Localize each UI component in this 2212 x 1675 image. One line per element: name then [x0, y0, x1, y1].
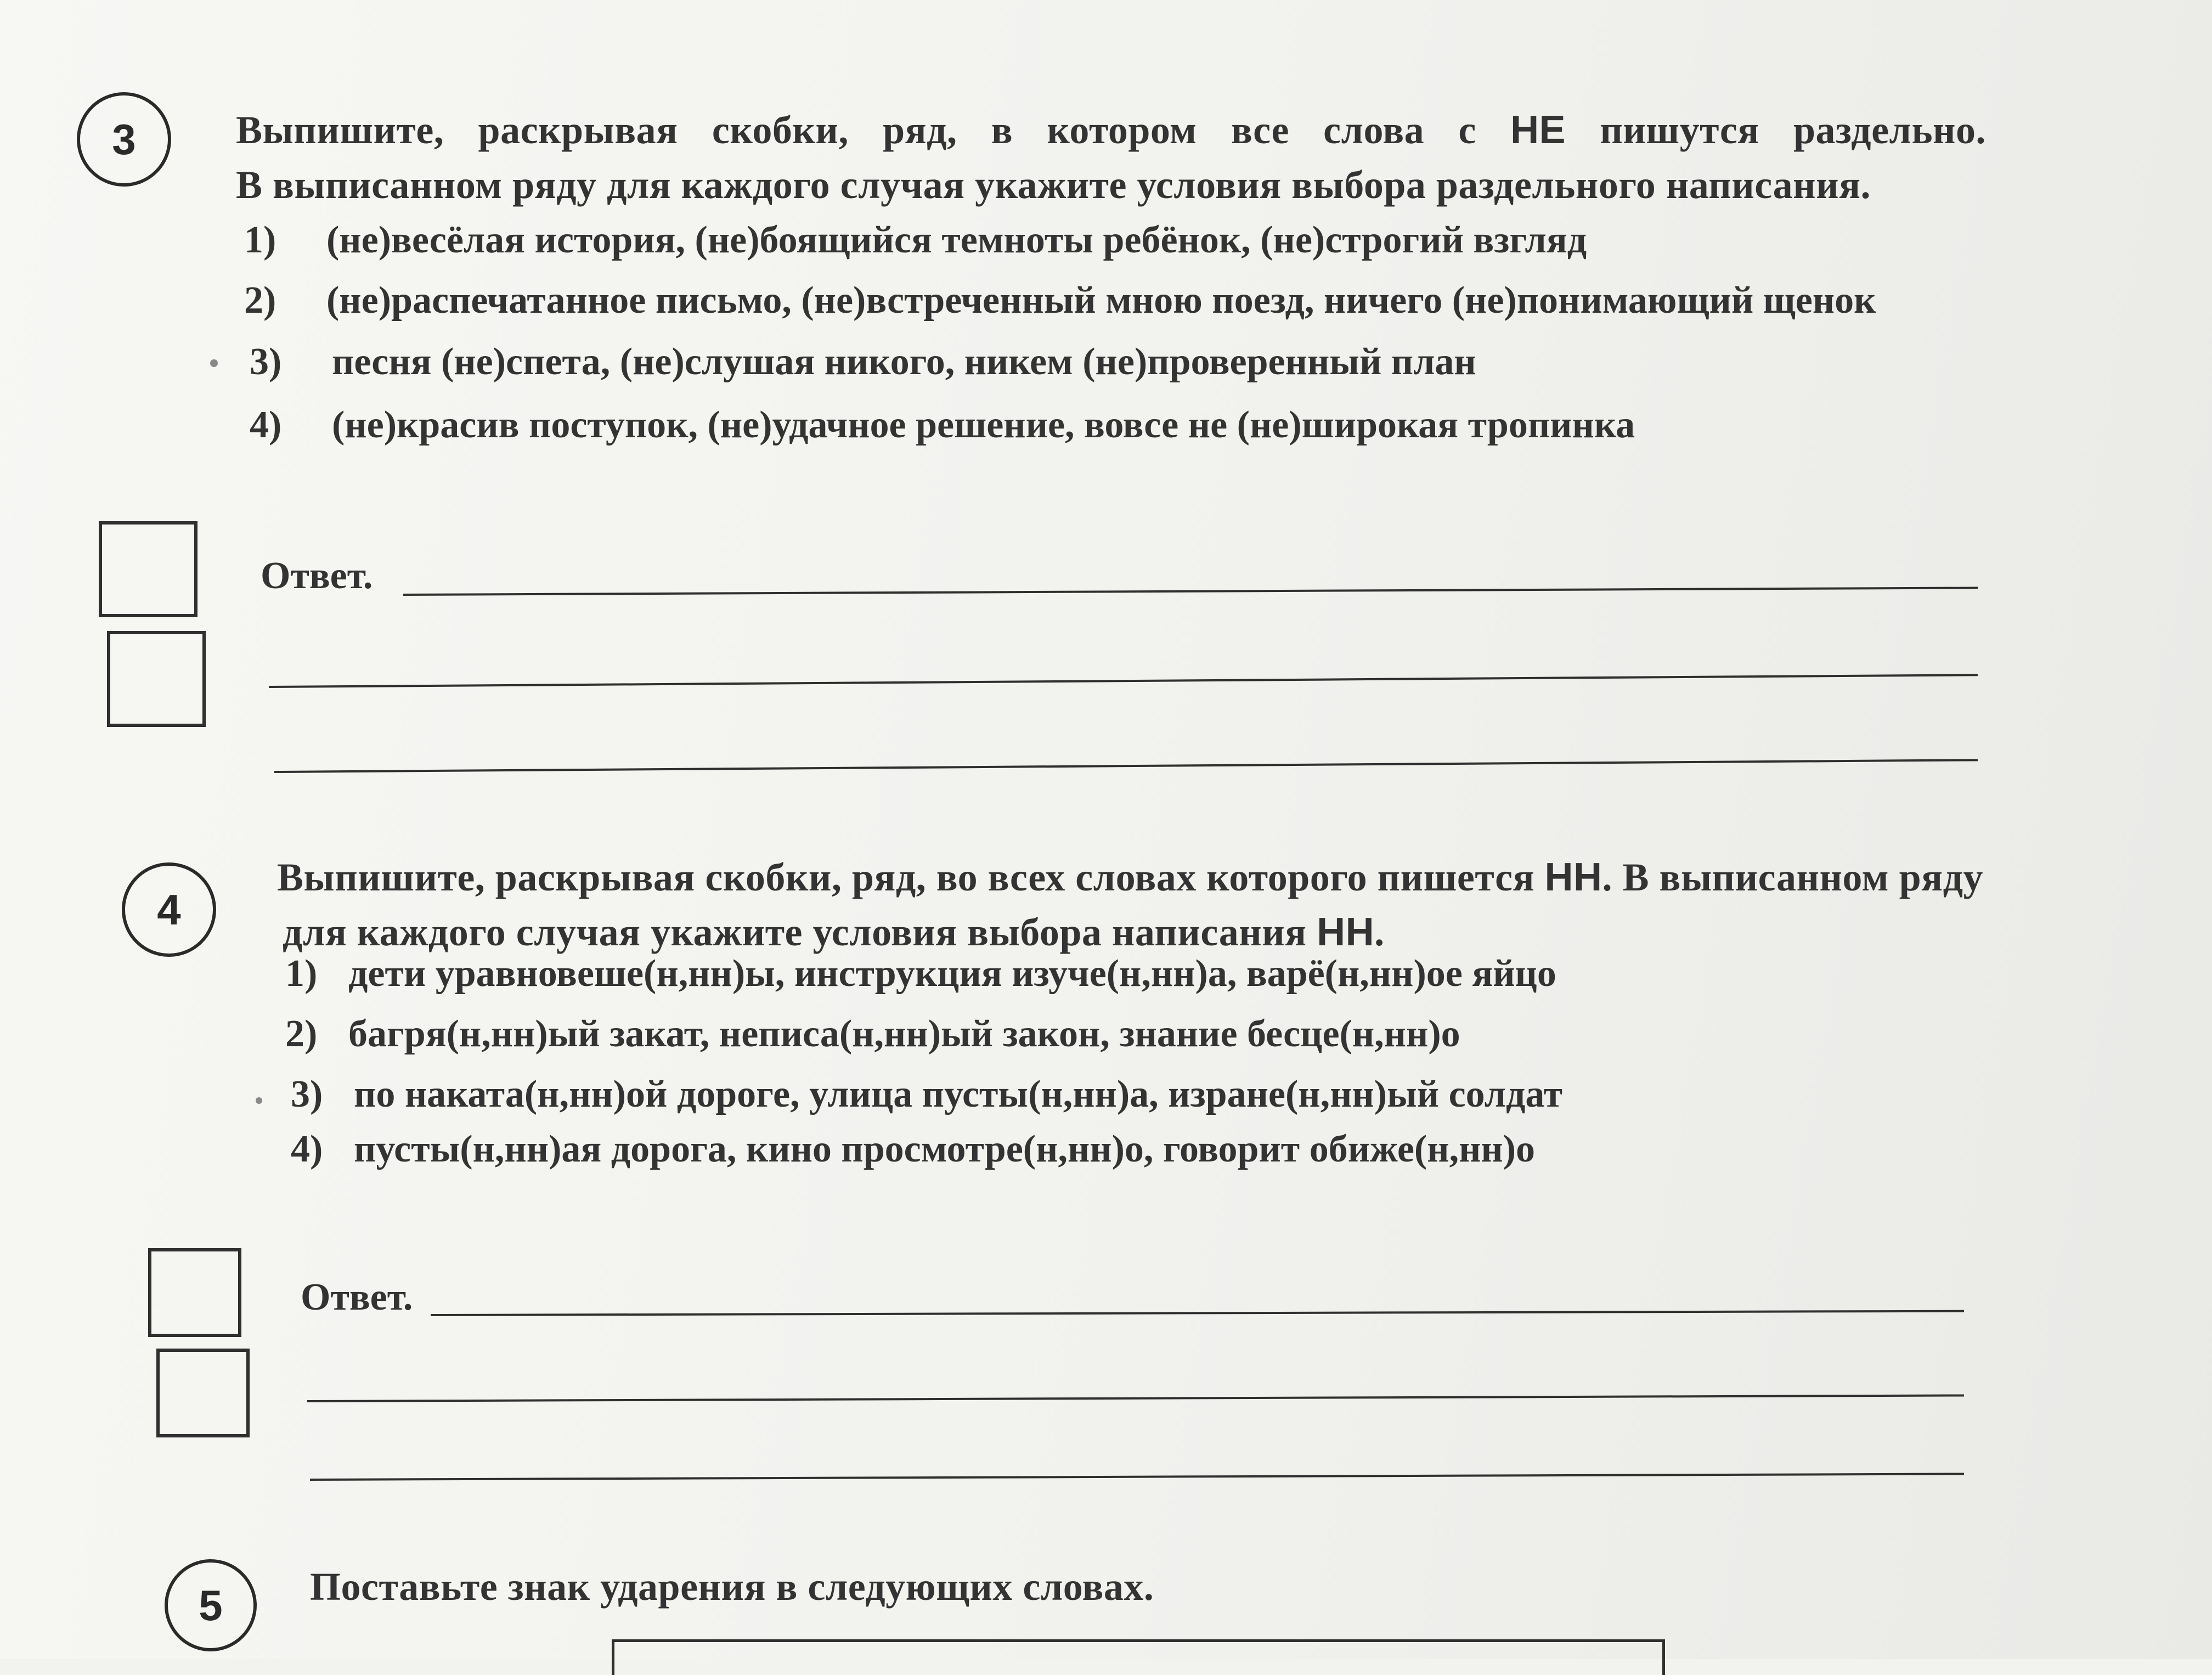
task4-statement-line2: [283, 906, 1385, 958]
task-number-5: 5: [165, 1559, 257, 1651]
task3-option-4: [250, 403, 1635, 447]
task4-option-1: [285, 952, 1556, 996]
task3-answer-line-1: [403, 586, 1978, 596]
task4-option-2: [285, 1012, 1460, 1056]
task3-option-1-number: 1): [244, 219, 276, 261]
task4-option-2-text: багря(н,нн)ый закат, неписа(н,нн)ый закон, знание бесце(н,нн)о: [348, 1013, 1460, 1055]
task4-line1-part-c: . В выписанном ряду: [1602, 855, 1984, 899]
task4-option-4-text: пусты(н,нн)ая дорога, кино просмотре(н,нн)о, говорит обиже(н,нн)о: [354, 1128, 1536, 1170]
task4-option-3-number: 3): [291, 1073, 323, 1115]
task4-option-1-number: 1): [285, 952, 318, 995]
task4-option-1-text: дети уравновеше(н,нн)ы, инструкция изуче(н,нн)а, варё(н,нн)ое яйцо: [348, 952, 1556, 995]
task4-option-3-text: по наката(н,нн)ой дороге, улица пусты(н,нн)а, изране(н,нн)ый солдат: [354, 1073, 1562, 1115]
task4-option-2-number: 2): [285, 1013, 318, 1055]
task3-option-3-number: 3): [250, 341, 282, 383]
task3-option-3-pencil-mark: [210, 359, 218, 367]
task4-score-box-1: [148, 1248, 241, 1337]
task4-answer-line-2: [307, 1394, 1964, 1402]
task3-statement-line2: В выписанном ряду для каждого случая укажите условия выбора раздельного написания.: [236, 163, 1871, 207]
task3-answer-line-2: [269, 674, 1978, 688]
task4-statement-line1: [277, 851, 1983, 903]
task-number-4: 4: [122, 862, 216, 957]
task4-answer-label: Ответ.: [301, 1276, 413, 1318]
task3-line1-part-a: Выпишите, раскрывая скобки, ряд, в котором все слова с: [236, 108, 1511, 152]
task3-option-1: [244, 218, 1587, 262]
task3-option-4-number: 4): [250, 404, 282, 446]
task3-answer-label: Ответ.: [261, 555, 373, 597]
task4-option-3-pencil-mark: [256, 1097, 262, 1104]
task4-answer-line-3: [310, 1473, 1964, 1481]
task3-option-4-text: (не)красив поступок, (не)удачное решение, вовсе не (не)широкая тропинка: [332, 404, 1635, 446]
task4-line2-part-c: .: [1374, 910, 1385, 954]
task4-option-3: [291, 1073, 1562, 1116]
task4-option-4-number: 4): [291, 1128, 323, 1170]
task3-score-box-1: [99, 521, 198, 617]
task3-line1-part-c: пишутся раздельно.: [1566, 108, 1987, 152]
task3-option-3: [250, 340, 1476, 384]
task3-option-1-text: (не)весёлая история, (не)боящийся темноты ребёнок, (не)строгий взгляд: [326, 219, 1587, 261]
task3-line1-emphasis: НЕ: [1510, 108, 1566, 152]
task4-line2-emphasis: НН: [1317, 910, 1375, 954]
task4-line1-emphasis: НН: [1544, 855, 1602, 899]
task4-line2-part-a: для каждого случая укажите условия выбора написания: [283, 910, 1317, 954]
task5-word-table: [612, 1639, 1665, 1675]
task3-option-2: [244, 279, 1876, 323]
task3-statement-line1: [236, 104, 1986, 156]
task4-answer-line-1: [431, 1310, 1964, 1316]
task3-answer-line-3: [274, 759, 1978, 773]
task-number-3: 3: [77, 92, 171, 187]
task4-line1-part-a: Выпишите, раскрывая скобки, ряд, во всех словах которого пишется: [277, 855, 1545, 899]
task3-score-box-2: [107, 631, 206, 727]
task4-option-4: [291, 1127, 1535, 1171]
task3-option-2-number: 2): [244, 279, 276, 322]
task3-option-3-text: песня (не)спета, (не)слушая никого, никем (не)проверенный план: [332, 341, 1476, 383]
task3-option-2-text: (не)распечатанное письмо, (не)встреченный мною поезд, ничего (не)понимающий щенок: [326, 279, 1876, 322]
task5-statement: Поставьте знак ударения в следующих словах.: [310, 1565, 1154, 1609]
task4-score-box-2: [156, 1349, 250, 1437]
